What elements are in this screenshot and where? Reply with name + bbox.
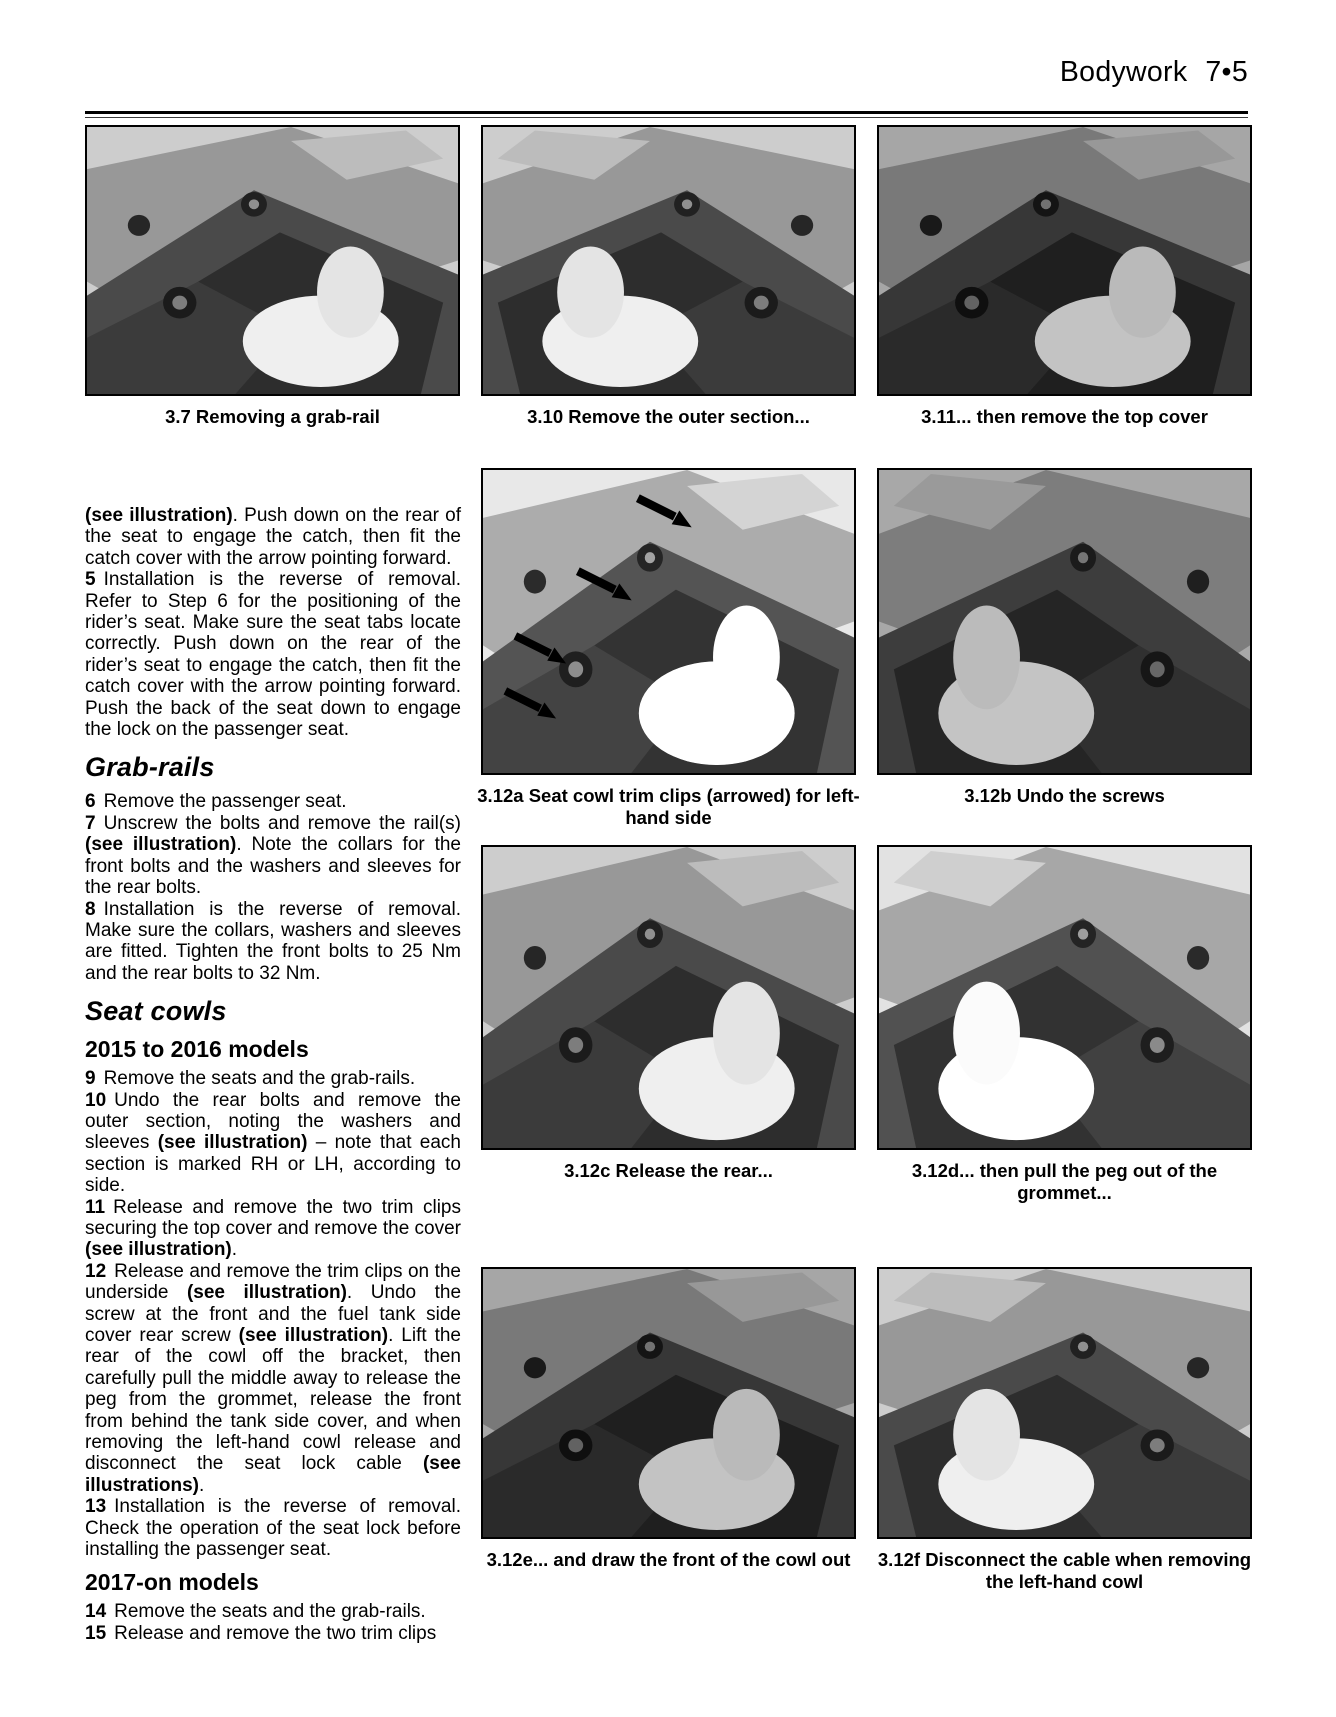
header-page-number: 7•5 [1205, 56, 1248, 88]
step-number: 12 [85, 1260, 107, 1282]
model-subheading: 2015 to 2016 models [85, 1036, 309, 1063]
figure-photo [877, 845, 1252, 1150]
arrow-annotation-icon [511, 630, 569, 668]
arrow-annotation-icon [501, 685, 559, 723]
step-paragraph: 15 Release and remove the two trim clips [85, 1622, 437, 1644]
photo-placeholder-art [879, 847, 1250, 1148]
step-number: 10 [85, 1089, 107, 1111]
header-rule-thin [85, 117, 1248, 118]
figure-photo [877, 468, 1252, 775]
step-paragraph: 13 Installation is the reverse of removal. Check the operation of the seat lock before installing the passenger seat. [85, 1496, 461, 1561]
figure-3-12c [481, 845, 856, 1182]
figure-photo [481, 125, 856, 396]
step-paragraph: 8 Installation is the reverse of removal. Make sure the collars, washers and sleeves are fitted. Tighten the front bolts to 25 Nm and the rear bolts to 32 Nm. [85, 898, 461, 984]
figure-caption: 3.12d... then pull the peg out of the grommet... [911, 1160, 1218, 1203]
step-paragraph: 14 Remove the seats and the grab-rails. [85, 1601, 426, 1623]
photo-placeholder-art [879, 470, 1250, 773]
figure-3-12d [877, 845, 1252, 1204]
figure-3-7 [85, 125, 460, 428]
step-paragraph: 6 Remove the passenger seat. [85, 791, 347, 813]
figure-photo [877, 125, 1252, 396]
step-number: 6 [85, 791, 96, 813]
step-paragraph: 9 Remove the seats and the grab-rails. [85, 1068, 416, 1090]
photo-placeholder-art [879, 127, 1250, 394]
figure-3-12f [877, 1267, 1252, 1593]
figure-photo [85, 125, 460, 396]
figure-photo [481, 845, 856, 1150]
step-paragraph: (see illustration). Push down on the rear of the seat to engage the catch, then fit the catch cover with the arrow pointing forward. [85, 505, 461, 569]
figure-3-12e [481, 1267, 856, 1571]
photo-placeholder-art [483, 1269, 854, 1537]
step-number: 15 [85, 1622, 107, 1644]
photo-placeholder-art [483, 847, 854, 1148]
step-number: 11 [85, 1196, 106, 1218]
page-header [1060, 56, 1248, 89]
figure-caption: 3.12f Disconnect the cable when removing the left-hand cowl [877, 1549, 1252, 1592]
step-paragraph: 10 Undo the rear bolts and remove the outer section, noting the washers and sleeves (see illustration) – note that each section is marked RH or LH, according to side. [85, 1089, 461, 1197]
figure-3-11 [877, 125, 1252, 428]
photo-placeholder-art [483, 127, 854, 394]
figure-photo [481, 468, 856, 775]
step-paragraph: 12 Release and remove the trim clips on the underside (see illustration). Undo the screw at the front and the fuel tank side cover rear screw (see illustration). Lift the rear of the cowl off the bracket, then carefully pull the middle away to release the peg from the grommet, release the front from behind the tank side cover, and when removing the left-hand cowl release and disconnect the seat lock cable (see illustrations). [85, 1260, 462, 1496]
arrow-annotation-icon [573, 565, 635, 605]
header-section-title: Bodywork [1059, 56, 1188, 88]
figure-caption: 3.12e... and draw the front of the cowl out [486, 1549, 851, 1570]
figure-3-12a [477, 468, 860, 829]
step-paragraph: 11 Release and remove the two trim clips securing the top cover and remove the cover (see illustration). [85, 1196, 461, 1261]
figure-caption: 3.10 Remove the outer section... [527, 406, 810, 427]
step-number: 14 [85, 1601, 107, 1623]
figure-caption: 3.12c Release the rear... [564, 1160, 773, 1181]
step-number: 9 [85, 1068, 96, 1090]
step-number: 7 [85, 812, 96, 834]
figure-3-12b [877, 468, 1252, 807]
arrow-annotation-icon [633, 492, 695, 532]
photo-placeholder-art [87, 127, 458, 394]
figure-caption: 3.11... then remove the top cover [921, 406, 1208, 427]
step-paragraph: 7 Unscrew the bolts and remove the rail(s) (see illustration). Note the collars for the front bolts and the washers and sleeves for the rear bolts. [85, 812, 461, 899]
section-heading: Grab-rails [85, 752, 215, 783]
section-heading: Seat cowls [85, 996, 227, 1027]
header-rule [85, 111, 1248, 114]
step-paragraph: 5 Installation is the reverse of removal. Refer to Step 6 for the positioning of the rider’s seat. Make sure the seat tabs locate correctly. Push down on the rear of the rider’s seat to engage the catch, then fit the catch cover with the arrow pointing forward. Push the back of the seat down to engage the lock on the passenger seat. [85, 569, 461, 741]
figure-photo [877, 1267, 1252, 1539]
step-number: 5 [85, 569, 96, 591]
figure-caption: 3.12b Undo the screws [964, 785, 1165, 806]
figure-caption: 3.7 Removing a grab-rail [165, 406, 380, 427]
figure-caption: 3.12a Seat cowl trim clips (arrowed) for left-hand side [477, 785, 860, 828]
step-number: 8 [85, 898, 96, 920]
figure-photo [481, 1267, 856, 1539]
photo-placeholder-art [879, 1269, 1250, 1537]
step-number: 13 [85, 1496, 107, 1518]
figure-3-10 [481, 125, 856, 428]
model-subheading: 2017-on models [85, 1569, 259, 1596]
article-column [85, 505, 461, 1644]
